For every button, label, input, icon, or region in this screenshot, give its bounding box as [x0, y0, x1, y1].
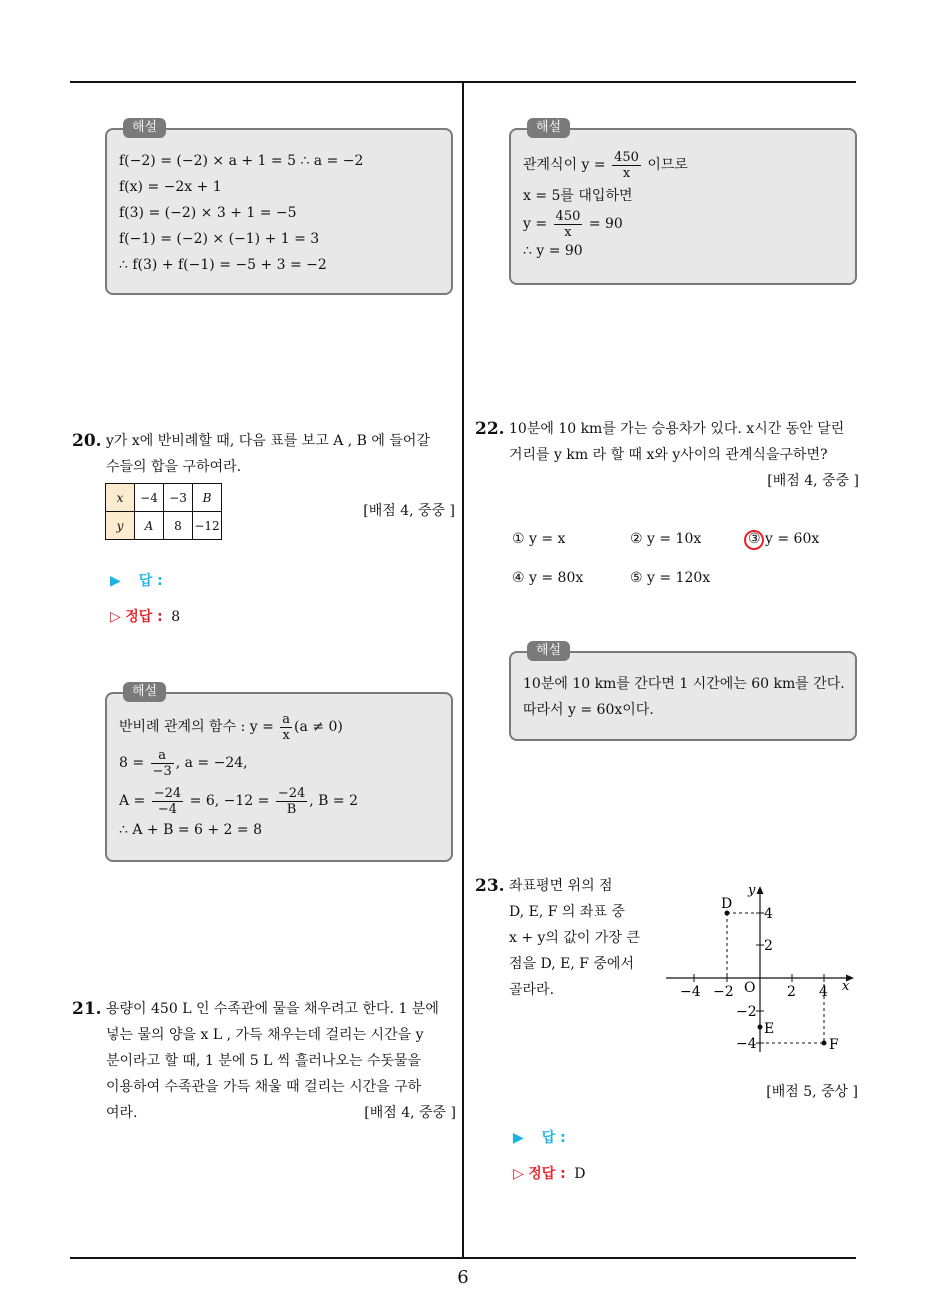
table-cell: −3: [164, 484, 193, 512]
answer-label: 답 :: [541, 1130, 566, 1146]
solution-line: A = $\frac{-24}{-4}$ = 6, −12 = $\frac{-24}{B}$ , B = 2: [119, 785, 358, 817]
table-cell: −4: [135, 484, 164, 512]
question-text: 좌표평면 위의 점: [509, 878, 613, 894]
answer-row-23: [513, 1127, 566, 1147]
correct-answer: 8: [171, 609, 181, 625]
page-number: 6: [457, 1267, 469, 1288]
solution-line: f(3) = (−2) × 3 + 1 = −5: [119, 205, 297, 221]
point-label-D: D: [721, 896, 733, 912]
correct-row-20: [110, 606, 180, 626]
solution-line: 따라서 y = 60x이다.: [523, 702, 654, 718]
answer-label: 답 :: [138, 573, 163, 589]
question-text: 이용하여 수족관을 가득 채울 때 걸리는 시간을 구하: [106, 1079, 422, 1095]
solution-line: 10분에 10 km를 간다면 1 시간에는 60 km를 간다.: [523, 676, 845, 692]
question-text: 10분에 10 km를 가는 승용차가 있다. x시간 동안 달린: [509, 421, 845, 437]
solution-line: f(−2) = (−2) × a + 1 = 5 ∴ a = −2: [119, 153, 364, 169]
question-text: y가 x에 반비례할 때, 다음 표를 보고 A , B 에 들어갈: [106, 433, 430, 449]
x-tick-label: 4: [819, 984, 828, 1000]
outline-triangle-icon: ▷: [110, 609, 121, 625]
x-tick-label: −2: [713, 984, 734, 1000]
solution-tag: 해설: [527, 641, 570, 661]
table-cell: y: [106, 512, 135, 540]
y-tick-label: −4: [736, 1036, 757, 1052]
y-axis-arrow-icon: [757, 886, 764, 894]
table-cell: 8: [164, 512, 193, 540]
correct-row-23: [513, 1163, 585, 1183]
question-21: [72, 996, 456, 1126]
choice-4[interactable]: ④ y = 80x: [512, 570, 584, 586]
play-triangle-icon: ▶: [513, 1130, 524, 1146]
question-number: 20.: [72, 431, 102, 451]
solution-tag: 해설: [527, 118, 570, 138]
column-divider: [462, 82, 464, 1258]
x-axis-label: x: [842, 979, 850, 994]
question-23-points: [배점 5, 중상 ]: [766, 1084, 858, 1100]
question-text: 점을 D, E, F 중에서: [509, 956, 634, 972]
x-tick-label: 2: [787, 984, 796, 1000]
solution-line: ∴ A + B = 6 + 2 = 8: [119, 822, 263, 838]
choice-2[interactable]: ② y = 10x: [630, 531, 702, 547]
solution-line: x = 5를 대입하면: [523, 188, 633, 204]
correct-answer: D: [574, 1166, 586, 1182]
question-text: 수들의 합을 구하여라.: [106, 459, 242, 475]
solution-tag: 해설: [123, 682, 166, 702]
solution-line: 반비례 관계의 함수 : y = $\frac{a}{x}$ (a ≠ 0): [119, 711, 343, 743]
solution-tag: 해설: [123, 118, 166, 138]
origin-label: O: [744, 980, 756, 996]
question-text: 골라라.: [509, 982, 555, 998]
correct-label: 정답 :: [125, 609, 163, 625]
solution-line: 8 = $\frac{a}{-3}$ , a = −24,: [119, 747, 248, 779]
question-points: [배점 4, 중중 ]: [767, 473, 859, 489]
question-text: x + y의 값이 가장 큰: [509, 930, 640, 946]
y-tick-label: 4: [764, 906, 773, 922]
point-F: [822, 1041, 827, 1046]
question-number: 23.: [475, 876, 505, 896]
answer-row-20: [110, 570, 163, 590]
table-row: [106, 512, 222, 540]
solution-box-20: [105, 684, 453, 862]
question-22: [475, 416, 859, 494]
choice-5[interactable]: ⑤ y = 120x: [630, 570, 711, 586]
solution-line: ∴ y = 90: [523, 243, 583, 259]
y-axis-label: y: [748, 883, 756, 898]
play-triangle-icon: ▶: [110, 573, 121, 589]
outline-triangle-icon: ▷: [513, 1166, 524, 1182]
point-label-E: E: [764, 1021, 775, 1037]
question-text: D, E, F 의 좌표 중: [509, 904, 625, 920]
question-number: 22.: [475, 419, 505, 439]
solution-line: f(−1) = (−2) × (−1) + 1 = 3: [119, 231, 320, 247]
choice-3[interactable]: ③ y = 60x: [748, 531, 820, 547]
question-text: 용량이 450 L 인 수족관에 물을 채우려고 한다. 1 분에: [106, 1001, 439, 1017]
x-tick-label: −4: [680, 984, 701, 1000]
solution-line: f(x) = −2x + 1: [119, 179, 222, 195]
solution-box-21: [509, 120, 857, 285]
solution-line: ∴ f(3) + f(−1) = −5 + 3 = −2: [119, 257, 327, 273]
solution-box-19: [105, 120, 453, 295]
question-23: [475, 873, 655, 1003]
table-cell: −12: [193, 512, 222, 540]
question-text: 분이라고 할 때, 1 분에 5 L 씩 흘러나오는 수돗물을: [106, 1053, 422, 1069]
table-row: [106, 484, 222, 512]
bottom-rule: [70, 1257, 856, 1259]
coordinate-plane: [660, 878, 860, 1056]
point-E: [758, 1025, 763, 1030]
choice-1[interactable]: ① y = x: [512, 531, 566, 547]
question-text: 거리를 y km 라 할 때 x와 y사이의 관계식을구하면?: [509, 447, 828, 463]
solution-line: 관계식이 y = $\frac{450}{x}$ 이므로: [523, 149, 688, 181]
question-text: 여라.: [106, 1105, 138, 1121]
correct-label: 정답 :: [528, 1166, 566, 1182]
table-cell: x: [106, 484, 135, 512]
question-20-points: [배점 4, 중중 ]: [363, 503, 455, 519]
question-points: [배점 4, 중중 ]: [364, 1105, 456, 1121]
table-cell: B: [193, 484, 222, 512]
y-tick-label: −2: [736, 1004, 757, 1020]
question-number: 21.: [72, 999, 102, 1019]
y-tick-label: 2: [764, 938, 773, 954]
table-cell: A: [135, 512, 164, 540]
solution-box-22: [509, 643, 857, 741]
question-20: [72, 428, 456, 480]
value-table: [105, 483, 222, 540]
point-label-F: F: [829, 1037, 839, 1053]
question-text: 넣는 물의 양을 x L , 가득 채우는데 걸리는 시간을 y: [106, 1027, 424, 1043]
solution-line: y = $\frac{450}{x}$ = 90: [523, 208, 623, 240]
